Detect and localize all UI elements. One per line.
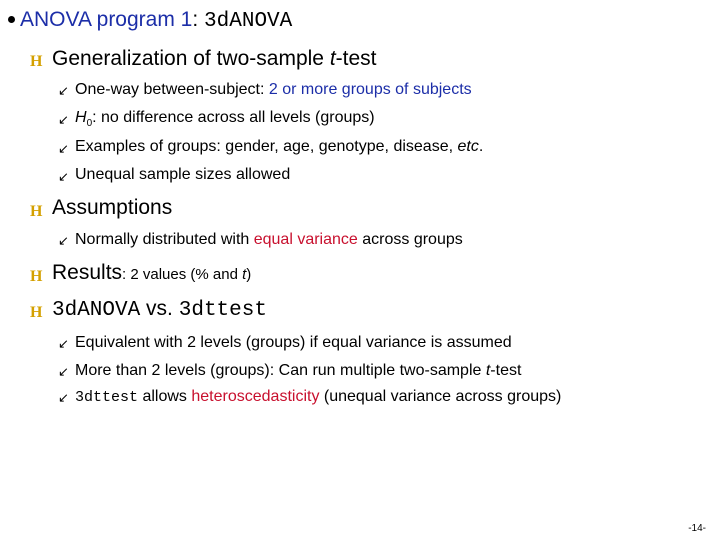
- list-item: Normally distributed with equal variance across groups: [75, 231, 463, 248]
- list-item: More than 2 levels (groups): Can run multiple two-sample t-test: [75, 362, 522, 379]
- page-number: -14-: [688, 523, 706, 534]
- section-heading-results: Results: 2 values (% and t): [52, 261, 252, 284]
- list-item: Examples of groups: gender, age, genotype, disease, etc.: [75, 138, 484, 155]
- section-heading-assumptions: Assumptions: [52, 196, 173, 219]
- title-prefix: ANOVA program 1: [20, 8, 193, 31]
- arrow-bullet-icon: ↙: [58, 83, 69, 98]
- bullet-dot-icon: [8, 16, 15, 23]
- h-bullet-icon: H: [30, 53, 43, 70]
- title-program: 3dANOVA: [204, 10, 293, 33]
- title-colon: :: [192, 8, 205, 31]
- list-item: One-way between-subject: 2 or more groups of subjects: [75, 81, 472, 98]
- arrow-bullet-icon: ↙: [58, 336, 69, 351]
- arrow-bullet-icon: ↙: [58, 390, 69, 405]
- h-bullet-icon: H: [30, 203, 43, 220]
- h-bullet-icon: H: [30, 304, 43, 321]
- page-title: [20, 8, 292, 33]
- arrow-bullet-icon: ↙: [58, 233, 69, 248]
- list-item: Equivalent with 2 levels (groups) if equal variance is assumed: [75, 334, 512, 351]
- list-item: Unequal sample sizes allowed: [75, 166, 291, 183]
- list-item: 3dttest allows heteroscedasticity (unequal variance across groups): [75, 388, 562, 406]
- arrow-bullet-icon: ↙: [58, 364, 69, 379]
- list-item: $H_0$: no difference across all levels (groups): [75, 109, 375, 130]
- arrow-bullet-icon: ↙: [58, 112, 69, 127]
- section-heading-comparison: 3dANOVA vs. 3dttest: [52, 297, 267, 322]
- arrow-bullet-icon: ↙: [58, 141, 69, 156]
- arrow-bullet-icon: ↙: [58, 169, 69, 184]
- section-heading-generalization: Generalization of two-sample t-test: [52, 47, 377, 70]
- h-bullet-icon: H: [30, 268, 43, 285]
